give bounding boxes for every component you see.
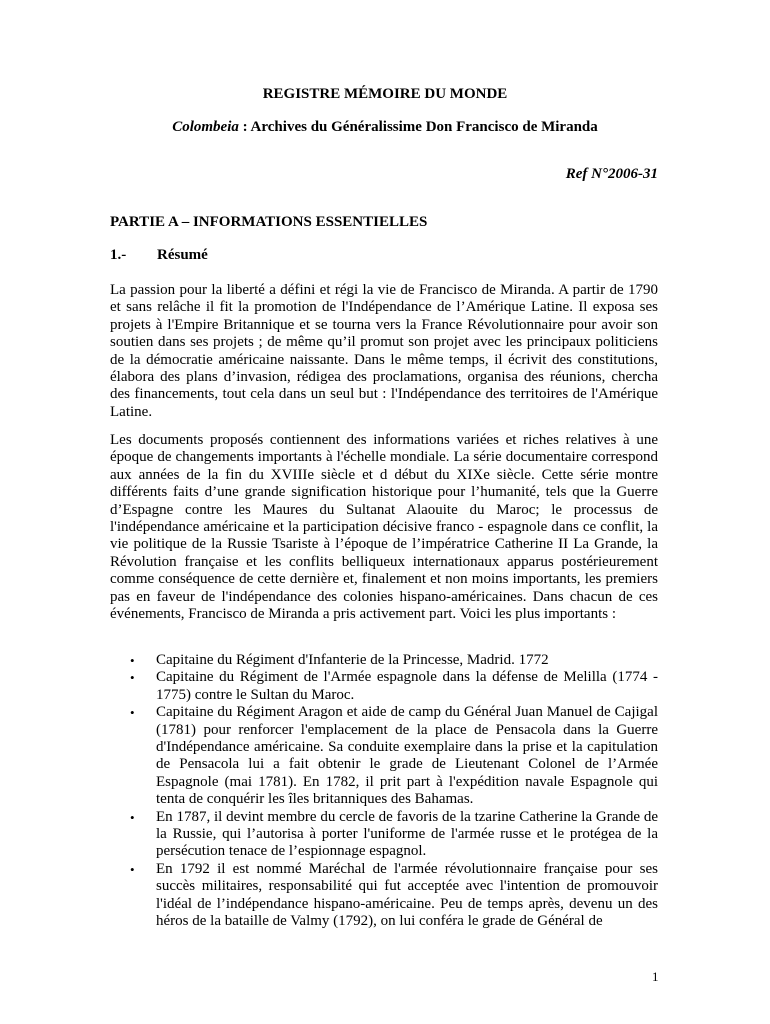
section-number: 1.- — [110, 247, 127, 263]
list-item-text: Capitaine du Régiment Aragon et aide de camp du Général Juan Manuel de Cajigal (1781) pour renforcer l'emplacement de la place de Pensacola dans la Guerre d'Indépendance américaine. Sa conduite exemplaire dans la prise et la capitulation de Pensacola lui a fait obtenir le grade de Lieutenant Colonel de l’Armée Espagnole (mai 1781). En 1782, il prit part à l'expédition navale Espagnole qui tenta de conquérir les îles britanniques des Bahamas. — [156, 704, 658, 808]
paragraph: Les documents proposés contiennent des informations variées et riches relatives à une époque de changements importants à l'échelle mondiale. La série documentaire correspond aux années de la fin du XVIIIe siècle et d début du XIXe siècle. Cette série montre différents faits d’une grande signification historique pour l’humanité, tels que la Guerre d’Espagne contre les Maures du Sultanat Alaouite du Maroc; le processus de l'indépendance américaine et la participation décisive franco - espagnole dans ce conflit, la vie politique de la Russie Tsariste à l’époque de l’impératrice Catherine II La Grande, la Révolution française et les conflits belliqueux internationaux apparus postérieurement comme conséquence de cette dernière et, finalement et non moins importants, les premiers pas en faveur de l'indépendance des colonies hispano-américaines. Dans chacun de ces événements, Francisco de Miranda a pris activement part. Voici les plus importants : — [110, 432, 658, 623]
bullet-list — [110, 652, 658, 931]
list-item — [110, 809, 658, 861]
bullet-icon: • — [130, 705, 135, 721]
list-item — [110, 861, 658, 931]
subtitle-italic: Colombeia — [172, 119, 239, 135]
part-heading: PARTIE A – INFORMATIONS ESSENTIELLES — [110, 214, 428, 230]
document-title: REGISTRE MÉMOIRE DU MONDE — [262, 86, 508, 102]
reference-number: Ref N°2006-31 — [565, 166, 658, 182]
list-item-text: Capitaine du Régiment d'Infanterie de la Princesse, Madrid. 1772 — [156, 652, 549, 668]
list-item-text: En 1792 il est nommé Maréchal de l'armée révolutionnaire française pour ses succès militaires, responsabilité qui fut acceptée avec l'intention de promouvoir l'idéal de l’indépendance hispano-américaine. Peu de temps après, devenu un des héros de la bataille de Valmy (1792), on lui conféra le grade de Général de — [156, 860, 658, 930]
page-number: 1 — [652, 969, 659, 984]
bullet-icon: • — [130, 861, 135, 877]
list-item — [110, 669, 658, 704]
bullet-icon: • — [130, 670, 135, 686]
list-item-text: Capitaine du Régiment de l'Armée espagnole dans la défense de Melilla (1774 - 1775) contre le Sultan du Maroc. — [156, 669, 658, 703]
list-item — [110, 704, 658, 808]
subtitle-text: : Archives du Généralissime Don Francisco de Miranda — [238, 119, 598, 135]
list-item — [110, 652, 658, 669]
bullet-icon: • — [130, 809, 135, 825]
paragraph: La passion pour la liberté a défini et régi la vie de Francisco de Miranda. A partir de 1790 et sans relâche il fit la promotion de l'Indépendance de l’Amérique Latine. Il exposa ses projets à l'Empire Britannique et se tourna vers la France Révolutionnaire pour avoir son soutien dans ses projets ; de même qu’il promut son projet avec les principaux politiciens de la démocratie américaine naissante. Dans le même temps, il écrivit des constitutions, élabora des plans d’invasion, rédigea des proclamations, organisa des réunions, chercha des financements, tout cela dans un seul but : l'Indépendance des territoires de l'Amérique Latine. — [110, 282, 658, 420]
section-heading — [110, 247, 208, 264]
document-subtitle — [0, 119, 770, 136]
list-item-text: En 1787, il devint membre du cercle de favoris de la tzarine Catherine la Grande de la Russie, qui l’autorisa à porter l'uniforme de l'armée russe et le protégea de la persécution tenace de l’espionnage espagnol. — [156, 808, 658, 860]
section-title: Résumé — [157, 247, 208, 263]
bullet-icon: • — [130, 653, 135, 668]
